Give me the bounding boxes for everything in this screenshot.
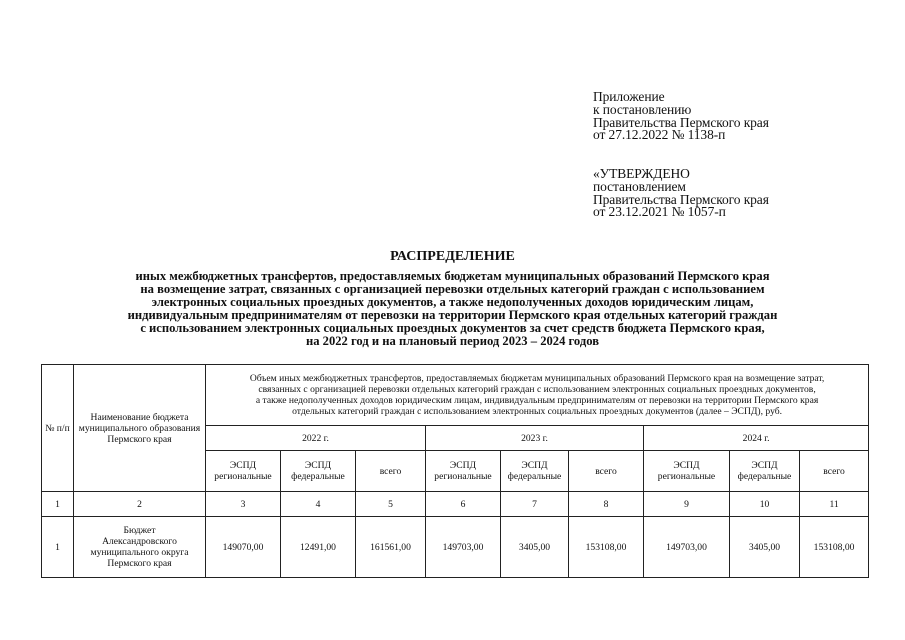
- column-number: 6: [426, 492, 501, 517]
- header-label: региональные: [434, 471, 492, 482]
- row-name-line: Пермского края: [107, 558, 172, 569]
- header-budget-name: Наименование бюджета муниципального образования Пермского края: [74, 365, 206, 492]
- document-title: РАСПРЕДЕЛЕНИЕ: [390, 249, 515, 264]
- approved-line: от 23.12.2021 № 1057-п: [593, 204, 726, 220]
- row-value: 12491,00: [281, 517, 356, 578]
- header-esp-regional: [426, 451, 501, 492]
- column-number: 10: [730, 492, 800, 517]
- approved-line: постановлением: [593, 178, 686, 194]
- appendix-line: от 27.12.2022 № 1138-п: [593, 127, 726, 143]
- header-label: федеральные: [507, 471, 562, 482]
- header-total: всего: [356, 451, 426, 492]
- column-number: 9: [644, 492, 730, 517]
- table-row: [42, 517, 869, 578]
- row-value: 149703,00: [644, 517, 730, 578]
- header-esp-federal: [281, 451, 356, 492]
- row-number: 1: [42, 517, 74, 578]
- header-label: ЭСПД: [304, 460, 332, 471]
- header-label: ЭСПД: [449, 460, 477, 471]
- subtitle-line: индивидуальным предпринимателям от перевозки на территории Пермского края отдельных категорий граждан: [127, 308, 778, 322]
- row-value: 149070,00: [206, 517, 281, 578]
- header-volume-line: а также недополученных доходов юридическим лицам, индивидуальным предпринимателям от перевозки на территории Пермского края: [255, 395, 819, 406]
- header-label: региональные: [657, 471, 716, 482]
- row-name-line: Александровского: [102, 536, 177, 547]
- appendix-line: Приложение: [593, 89, 665, 104]
- subtitle-line: с использованием электронных социальных проездных документов за счет средств бюджета Пермского края,: [140, 321, 765, 335]
- row-budget-name: [74, 517, 206, 578]
- header-year: 2024 г.: [644, 426, 869, 451]
- appendix-line: к постановлению: [593, 101, 692, 117]
- row-value: 3405,00: [501, 517, 569, 578]
- header-label: ЭСПД: [229, 460, 257, 471]
- header-label: ЭСПД: [751, 460, 778, 471]
- column-number: 3: [206, 492, 281, 517]
- approved-line: Правительства Пермского края: [593, 191, 769, 207]
- row-name-line: муниципального округа: [90, 547, 189, 558]
- header-label: федеральные: [737, 471, 792, 482]
- appendix-line: Правительства Пермского края: [593, 114, 769, 130]
- header-number: № п/п: [42, 365, 74, 492]
- column-number: 1: [42, 492, 74, 517]
- header-year: 2022 г.: [206, 426, 426, 451]
- column-number-row: [42, 492, 869, 517]
- column-number: 8: [569, 492, 644, 517]
- subtitle-line: на 2022 год и на плановый период 2023 – 2024 годов: [305, 334, 600, 348]
- approved-line: «УТВЕРЖДЕНО: [593, 166, 690, 181]
- header-esp-regional: [644, 451, 730, 492]
- header-esp-regional: [206, 451, 281, 492]
- header-year: 2023 г.: [426, 426, 644, 451]
- header-total: всего: [800, 451, 869, 492]
- header-esp-federal: [730, 451, 800, 492]
- column-number: 7: [501, 492, 569, 517]
- row-value: 153108,00: [569, 517, 644, 578]
- appendix-block: [593, 91, 769, 142]
- header-volume-line: Объем иных межбюджетных трансфертов, предоставляемых бюджетам муниципальных образований Пермского края на возмещение затрат,: [249, 373, 825, 384]
- subtitle-line: электронных социальных проездных документов, а также недополученных доходов юридическим лицам,: [151, 295, 754, 309]
- document-subtitle: [40, 270, 865, 348]
- header-volume-line: отдельных категорий граждан с использованием электронных социальных проездных документов (далее – ЭСПД), руб.: [292, 406, 783, 417]
- distribution-table: [41, 364, 869, 578]
- header-label: ЭСПД: [673, 460, 700, 471]
- header-volume: [206, 365, 869, 426]
- column-number: 5: [356, 492, 426, 517]
- row-name-line: Бюджет: [123, 525, 156, 536]
- header-label: ЭСПД: [521, 460, 548, 471]
- header-label: федеральные: [291, 471, 345, 482]
- row-value: 161561,00: [356, 517, 426, 578]
- row-value: 153108,00: [800, 517, 869, 578]
- header-volume-line: связанных с организацией перевозки отдельных категорий граждан с использованием электронных социальных проездных документов,: [258, 384, 816, 395]
- column-number: 2: [74, 492, 206, 517]
- row-value: 3405,00: [730, 517, 800, 578]
- approved-block: [593, 168, 769, 219]
- subtitle-line: иных межбюджетных трансфертов, предоставляемых бюджетам муниципальных образований Пермского края: [135, 269, 770, 283]
- column-number: 4: [281, 492, 356, 517]
- row-value: 149703,00: [426, 517, 501, 578]
- column-number: 11: [800, 492, 869, 517]
- header-total: всего: [569, 451, 644, 492]
- subtitle-line: на возмещение затрат, связанных с организацией перевозки отдельных категорий граждан с использованием: [140, 282, 765, 296]
- header-label: региональные: [214, 471, 272, 482]
- header-esp-federal: [501, 451, 569, 492]
